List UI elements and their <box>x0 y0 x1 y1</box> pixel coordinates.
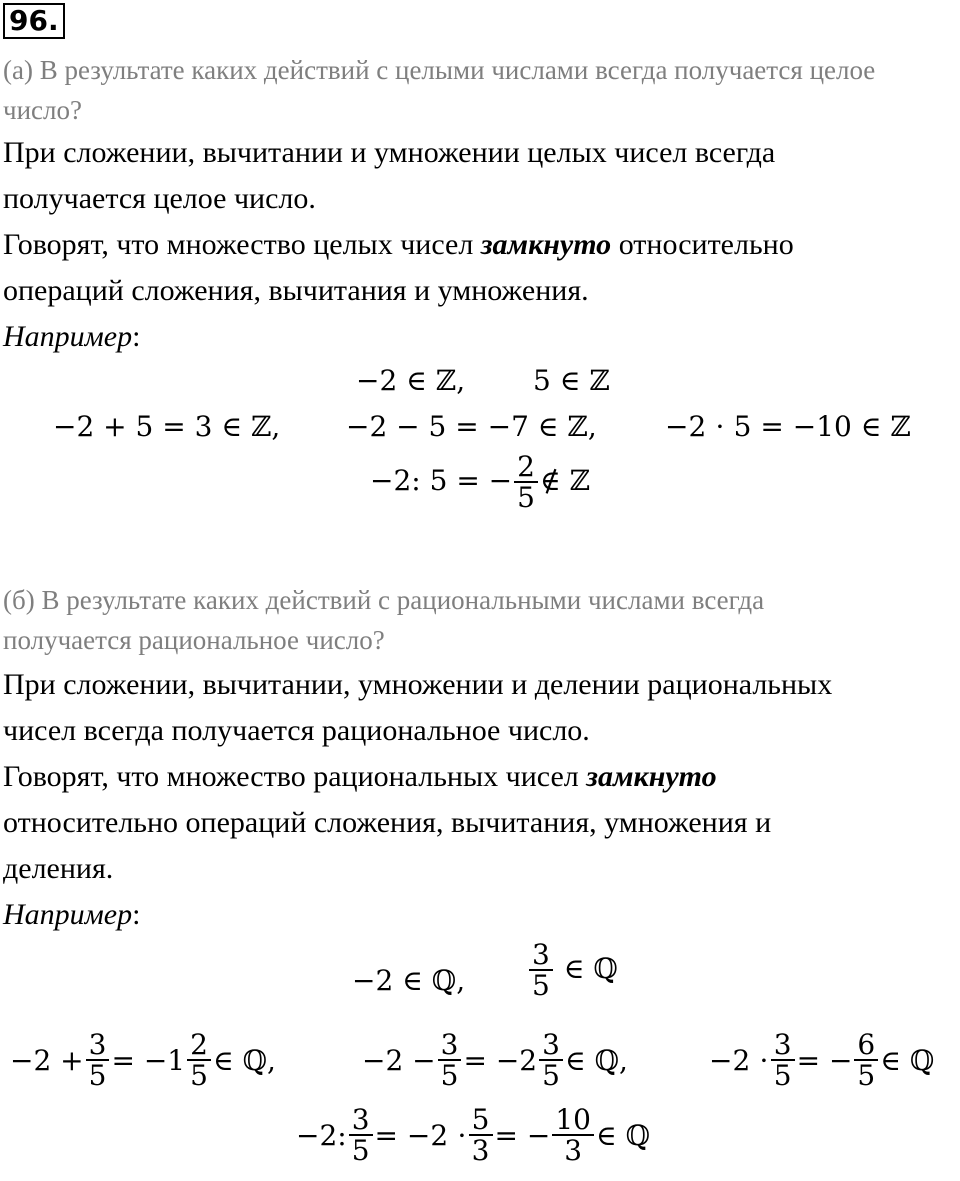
eq-b-prod-tail: ∈ ℚ <box>880 1043 935 1077</box>
eq-b-product <box>709 1030 934 1091</box>
eq-b-div-tail: ∈ ℚ <box>595 1118 650 1152</box>
eq-b-diff-eq: = −2 <box>463 1043 538 1077</box>
closure-a-keyword: замкнуто <box>480 228 612 261</box>
eq-a-difference: −2 − 5 = −7 ∈ ℤ, <box>346 410 597 443</box>
eq-b-sum-left: −2 + <box>10 1043 84 1077</box>
fraction-denominator: 5 <box>857 1059 876 1093</box>
fraction-numerator: 6 <box>854 1030 878 1061</box>
eq-a-division-left: −2: 5 = − <box>370 463 513 497</box>
fraction-numerator: 2 <box>187 1030 211 1061</box>
fraction <box>187 1030 211 1091</box>
eq-a-given-2: 5 ∈ ℤ <box>533 364 610 397</box>
question-b-line2: получается рациональное число? <box>3 625 385 655</box>
answer-b-line2: чисел всегда получается рациональное число. <box>3 714 590 747</box>
fraction-numerator: 3 <box>529 940 553 971</box>
example-b-label <box>3 898 140 932</box>
fraction-denominator: 5 <box>351 1134 370 1168</box>
fraction-denominator: 5 <box>440 1059 459 1093</box>
example-a-label <box>3 320 140 354</box>
fraction-denominator: 5 <box>88 1059 107 1093</box>
fraction-denominator: 5 <box>190 1059 208 1093</box>
question-a-line2: число? <box>3 95 82 125</box>
eq-b-sum-eq: = −1 <box>111 1043 186 1077</box>
fraction-numerator: 3 <box>349 1105 373 1136</box>
eq-b-div-left: −2: <box>296 1118 347 1152</box>
eq-b-div-eq2: = − <box>494 1118 551 1152</box>
problem-number: 96. <box>3 3 65 39</box>
fraction <box>86 1030 110 1091</box>
closure-b-line2: относительно операций сложения, вычитания, умножения и <box>3 806 772 839</box>
answer-a-line2: получается целое число. <box>3 182 316 215</box>
closure-a-line1 <box>3 228 794 262</box>
eq-b-diff-tail: ∈ ℚ, <box>564 1043 628 1077</box>
closure-b-line3: деления. <box>3 852 114 885</box>
fraction <box>539 1030 563 1091</box>
eq-a-product: −2 ⋅ 5 = −10 ∈ ℤ <box>665 410 911 443</box>
fraction <box>349 1105 373 1166</box>
eq-b-given-2 <box>527 940 618 1001</box>
fraction <box>514 452 538 513</box>
fraction-denominator: 5 <box>532 969 550 1003</box>
fraction <box>529 940 553 1001</box>
eq-a-division-right: ∉ ℤ <box>539 463 591 497</box>
fraction-numerator: 3 <box>438 1030 462 1061</box>
answer-b-line1: При сложении, вычитании, умножении и делении рациональных <box>3 668 833 701</box>
eq-b-sum <box>10 1030 276 1091</box>
closure-a-line2: операций сложения, вычитания и умножения. <box>3 274 589 307</box>
fraction-numerator: 3 <box>539 1030 563 1061</box>
closure-b-keyword: замкнуто <box>586 760 717 793</box>
fraction-denominator: 5 <box>517 481 535 515</box>
eq-a-sum: −2 + 5 = 3 ∈ ℤ, <box>53 410 281 443</box>
eq-a-given-1: −2 ∈ ℤ, <box>356 364 466 397</box>
eq-b-given-1: −2 ∈ ℚ, <box>352 964 466 997</box>
fraction-numerator: 3 <box>86 1030 110 1061</box>
fraction <box>438 1030 462 1091</box>
fraction <box>469 1105 493 1166</box>
fraction <box>771 1030 795 1091</box>
eq-a-division <box>370 452 590 513</box>
example-a-word: Например <box>3 320 133 353</box>
answer-a-line1: При сложении, вычитании и умножении целых чисел всегда <box>3 136 776 169</box>
fraction-numerator: 2 <box>514 452 538 483</box>
eq-b-div-eq1: = −2 ⋅ <box>374 1118 467 1152</box>
fraction-denominator: 5 <box>542 1059 560 1093</box>
example-a-colon: : <box>132 320 141 353</box>
fraction-numerator: 3 <box>771 1030 795 1061</box>
closure-a-prefix: Говорят, что множество целых чисел <box>3 228 481 261</box>
fraction <box>854 1030 878 1091</box>
closure-a-suffix: относительно <box>611 228 794 261</box>
eq-b-given-2-tail: ∈ ℚ <box>563 951 618 985</box>
eq-b-difference <box>362 1030 628 1091</box>
fraction-denominator: 3 <box>564 1134 583 1168</box>
fraction-denominator: 3 <box>471 1134 490 1168</box>
question-b-line1: (б) В результате каких действий с рациональными числами всегда <box>3 585 765 615</box>
example-b-colon: : <box>132 898 141 931</box>
eq-b-prod-left: −2 ⋅ <box>709 1043 769 1077</box>
fraction-numerator: 10 <box>552 1105 594 1136</box>
question-a-line1: (а) В результате каких действий с целыми числами всегда получается целое <box>3 55 876 85</box>
eq-b-diff-left: −2 − <box>362 1043 436 1077</box>
fraction-numerator: 5 <box>469 1105 493 1136</box>
eq-b-prod-eq: = − <box>796 1043 853 1077</box>
fraction-denominator: 5 <box>773 1059 792 1093</box>
example-b-word: Например <box>3 898 133 931</box>
eq-b-sum-tail: ∈ ℚ, <box>212 1043 276 1077</box>
closure-b-line1 <box>3 760 717 794</box>
closure-b-prefix: Говорят, что множество рациональных чисел <box>3 760 587 793</box>
fraction <box>552 1105 594 1166</box>
eq-b-division <box>296 1105 650 1166</box>
